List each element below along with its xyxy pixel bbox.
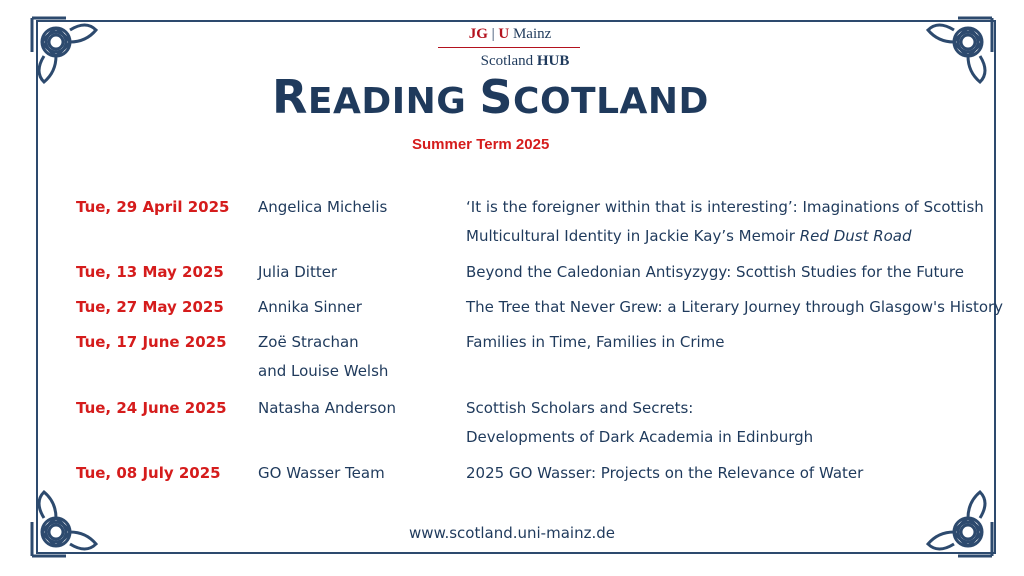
logo-divider — [438, 47, 580, 48]
event-title-line: 2025 GO Wasser: Projects on the Relevance of Water — [466, 464, 864, 482]
event-speaker-line: Zoë Strachan — [258, 333, 359, 351]
celtic-knot-icon — [26, 478, 110, 562]
event-title-italic: Red Dust Road — [799, 227, 912, 245]
celtic-knot-icon — [26, 12, 110, 96]
event-title-line: The Tree that Never Grew: a Literary Journey through Glasgow's History — [466, 298, 1004, 316]
event-title — [466, 298, 1003, 327]
event-date: Tue, 27 May 2025 — [76, 298, 224, 316]
hub-scotland: Scotland — [480, 53, 534, 69]
event-title — [466, 399, 813, 457]
event-title-line: ‘It is the foreigner within that is interesting’: Imaginations of Scottish — [466, 198, 984, 216]
event-speaker — [258, 333, 388, 391]
logo-separator: | — [491, 26, 495, 42]
scotland-hub-label — [460, 53, 590, 70]
event-title-line: Developments of Dark Academia in Edinburgh — [466, 428, 814, 446]
title-eading: EADING — [307, 81, 467, 122]
event-title-line — [466, 227, 984, 256]
event-date: Tue, 29 April 2025 — [76, 198, 230, 216]
event-date: Tue, 08 July 2025 — [76, 464, 221, 482]
event-date: Tue, 24 June 2025 — [76, 399, 227, 417]
event-speaker: Annika Sinner — [258, 298, 362, 316]
event-title-line: Scottish Scholars and Secrets: — [466, 399, 694, 417]
event-title — [466, 263, 964, 292]
event-title — [466, 198, 984, 256]
event-title-line: Beyond the Caledonian Antisyzygy: Scottish Studies for the Future — [466, 263, 964, 281]
title-cotland: COTLAND — [513, 81, 709, 122]
page-title — [272, 70, 752, 124]
university-logo-text — [440, 26, 580, 43]
event-date: Tue, 17 June 2025 — [76, 333, 227, 351]
title-s: S — [479, 70, 514, 124]
logo-u: U — [498, 26, 510, 42]
celtic-knot-icon — [914, 478, 998, 562]
event-speaker: GO Wasser Team — [258, 464, 385, 482]
event-speaker: Julia Ditter — [258, 263, 338, 281]
logo-mainz: Mainz — [512, 26, 552, 42]
event-title — [466, 333, 725, 362]
event-speaker: Angelica Michelis — [258, 198, 388, 216]
logo-jg: JG — [468, 26, 488, 42]
event-title — [466, 464, 863, 493]
event-speaker-line: and Louise Welsh — [258, 362, 389, 380]
hub-hub: HUB — [536, 53, 570, 69]
term-label: Summer Term 2025 — [412, 136, 550, 153]
event-date: Tue, 13 May 2025 — [76, 263, 224, 281]
title-r: R — [272, 70, 308, 124]
event-title-line: Families in Time, Families in Crime — [466, 333, 725, 351]
event-title-text: Multicultural Identity in Jackie Kay’s Memoir — [466, 227, 800, 245]
event-speaker: Natasha Anderson — [258, 399, 396, 417]
celtic-knot-icon — [914, 12, 998, 96]
website-url: www.scotland.uni-mainz.de — [409, 524, 615, 542]
